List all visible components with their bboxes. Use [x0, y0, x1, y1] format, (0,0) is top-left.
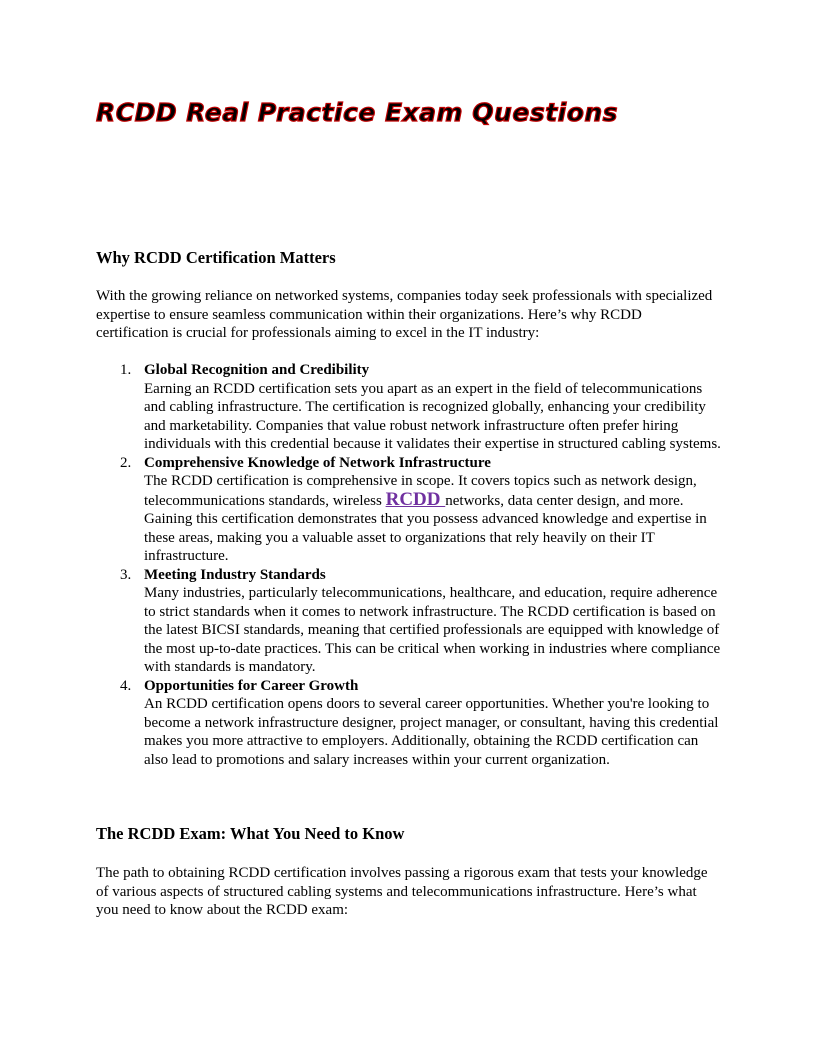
- list-item-body-start: The RCDD certification is comprehensive in scope. It covers topics such as network design, telecommunications standards, wireless: [144, 473, 697, 509]
- list-number: 1.: [120, 362, 132, 378]
- list-item: [96, 566, 721, 677]
- section-intro-exam: The path to obtaining RCDD certification involves passing a rigorous exam that tests your knowledge of various aspects of structured cabling systems and telecommunications infrastructure. Here’s what you need to know about the RCDD exam:: [96, 865, 708, 918]
- list-item-body: [144, 472, 721, 566]
- list-item: [96, 454, 721, 566]
- list-item-body-end: networks, data center design, and more. Gaining this certification demonstrates that you possess advanced knowledge and expertise in these areas, making you a valuable asset to organizations that rely heavily on their IT infrastructure.: [144, 492, 707, 564]
- list-item-title: Global Recognition and Credibility: [144, 362, 370, 378]
- list-item: [96, 677, 721, 770]
- page-title: RCDD Real Practice Exam Questions: [96, 98, 619, 127]
- list-item-body: An RCDD certification opens doors to several career opportunities. Whether you're looking to become a network infrastructure designer, project manager, or consultant, having this credential makes you more attractive to employers. Additionally, obtaining the RCDD certification can also lead to promotions and salary increases within your current organization.: [144, 696, 719, 768]
- list-number: 2.: [120, 454, 132, 471]
- rcdd-link[interactable]: RCDD: [385, 488, 446, 510]
- benefits-list: [96, 361, 721, 769]
- section-heading-why: Why RCDD Certification Matters: [96, 248, 336, 267]
- section-heading-exam: The RCDD Exam: What You Need to Know: [96, 824, 405, 843]
- list-item-title: Comprehensive Knowledge of Network Infrastructure: [144, 454, 491, 471]
- list-item: [96, 361, 721, 454]
- list-number: 3.: [120, 566, 132, 583]
- list-number: 4.: [120, 677, 132, 694]
- section-intro-why: With the growing reliance on networked systems, companies today seek professionals with specialized expertise to ensure seamless communication within their organizations. Here’s why RCDD certification is crucial for professionals aiming to excel in the IT industry:: [96, 288, 713, 341]
- list-item-title: Meeting Industry Standards: [144, 566, 326, 583]
- list-item-title: Opportunities for Career Growth: [144, 677, 359, 694]
- list-item-body: Many industries, particularly telecommunications, healthcare, and education, require adherence to strict standards when it comes to network infrastructure. The RCDD certification is based on the latest BICSI standards, meaning that certified professionals are equipped with knowledge of the most up-to-date practices. This can be critical when working in industries where compliance with standards is mandatory.: [144, 585, 721, 675]
- list-item-body: Earning an RCDD certification sets you apart as an expert in the field of telecommunications and cabling infrastructure. The certification is recognized globally, enhancing your credibility and marketability. Companies that value robust network infrastructure often prefer hiring individuals with this credential because it validates their expertise in structured cabling systems.: [144, 380, 721, 452]
